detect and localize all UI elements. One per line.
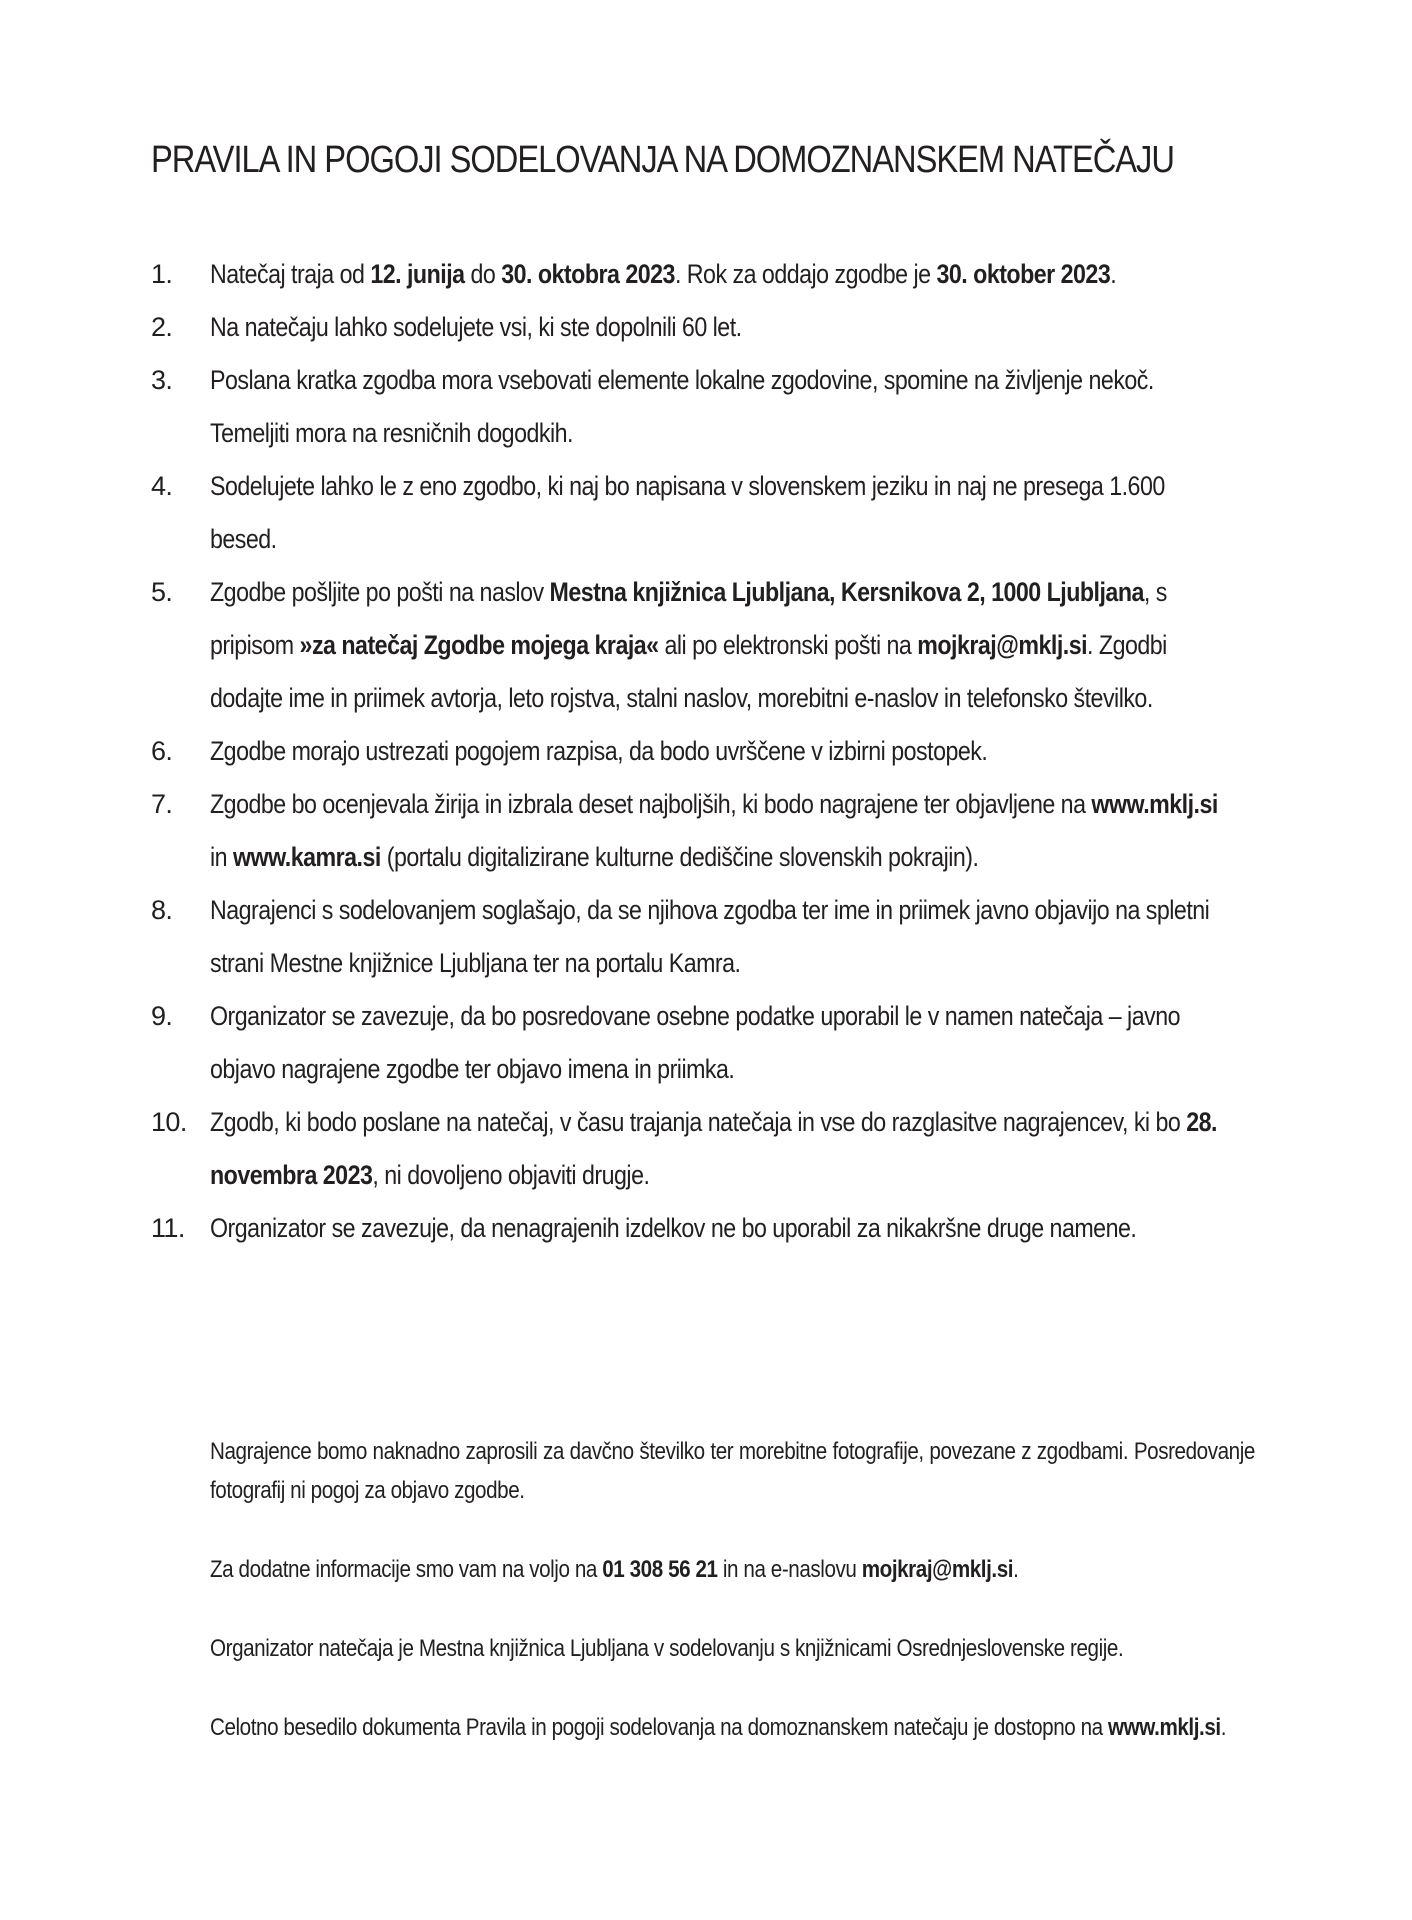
rule-item — [151, 990, 1371, 1096]
page-title: PRAVILA IN POGOJI SODELOVANJA NA DOMOZNANSKEM NATEČAJU — [151, 139, 1174, 181]
rule-item — [151, 301, 1371, 354]
rule-text — [210, 990, 1233, 1096]
rule-text — [210, 1096, 1233, 1202]
text-run: in — [210, 842, 233, 872]
rule-item — [151, 566, 1371, 725]
text-run: do — [464, 259, 502, 289]
text-run: Poslana kratka zgodba mora vsebovati elemente lokalne zgodovine, spomine na življenje nekoč. Temeljiti mora na resničnih dogodkih. — [210, 365, 1154, 448]
note-paragraph — [210, 1550, 1255, 1589]
text-run: , ni dovoljeno objaviti drugje. — [372, 1160, 650, 1190]
text-run: Organizator natečaja je Mestna knjižnica Ljubljana v sodelovanju s knjižnicami Osrednjeslovenske regije. — [210, 1635, 1124, 1662]
text-run: . Rok za oddajo zgodbe je — [674, 259, 937, 289]
bold-text-run: »za natečaj Zgodbe mojega kraja« — [299, 630, 659, 660]
rule-number: 5. — [151, 577, 173, 607]
rule-item — [151, 1096, 1371, 1202]
bold-text-run: www.mklj.si — [1108, 1714, 1221, 1741]
text-run: Za dodatne informacije smo vam na voljo na — [210, 1556, 603, 1583]
text-run: . — [1013, 1556, 1019, 1583]
rule-number: 8. — [151, 895, 173, 925]
rule-number: 1. — [151, 259, 173, 289]
text-run: Na natečaju lahko sodelujete vsi, ki ste dopolnili 60 let. — [210, 312, 742, 342]
text-run: . — [1110, 259, 1117, 289]
text-run: Zgodbe morajo ustrezati pogojem razpisa, da bodo uvrščene v izbirni postopek. — [210, 736, 988, 766]
text-run: Nagrajence bomo naknadno zaprosili za davčno številko ter morebitne fotografije, povezane z zgodbami. Posredovanje fotografij ni pogoj za objavo zgodbe. — [210, 1438, 1255, 1504]
rule-text — [210, 566, 1233, 725]
text-run: Organizator se zavezuje, da bo posredovane osebne podatke uporabil le v namen natečaja – javno objavo nagrajene zgodbe ter objavo imena in priimka. — [210, 1001, 1180, 1084]
text-run: . Zgodbi dodajte ime in priimek avtorja, leto rojstva, stalni naslov, morebitni e-naslov in telefonsko številko. — [210, 630, 1167, 713]
text-run: Natečaj traja od — [210, 259, 371, 289]
bold-text-run: www.mklj.si — [1091, 789, 1218, 819]
note-paragraph — [210, 1629, 1255, 1668]
rule-item — [151, 354, 1371, 460]
rule-item — [151, 460, 1371, 566]
rule-number: 9. — [151, 1001, 173, 1031]
text-run: Zgodbe bo ocenjevala žirija in izbrala deset najboljših, ki bodo nagrajene ter objavljene na — [210, 789, 1092, 819]
rule-text — [210, 460, 1233, 566]
bold-text-run: mojkraj@mklj.si — [917, 630, 1088, 660]
text-run: Zgodbe pošljite po pošti na naslov — [210, 577, 550, 607]
rules-list — [151, 248, 1371, 1255]
rule-text — [210, 725, 1233, 778]
rule-text — [210, 301, 1233, 354]
bold-text-run: www.kamra.si — [232, 842, 381, 872]
text-run: (portalu digitalizirane kulturne dediščine slovenskih pokrajin). — [380, 842, 979, 872]
text-run: Zgodb, ki bodo poslane na natečaj, v času trajanja natečaja in vse do razglasitve nagrajencev, ki bo — [210, 1107, 1187, 1137]
note-paragraph — [210, 1708, 1255, 1747]
rule-item — [151, 725, 1371, 778]
bold-text-run: Mestna knjižnica Ljubljana, Kersnikova 2, 1000 Ljubljana — [549, 577, 1144, 607]
bold-text-run: 12. junija — [370, 259, 465, 289]
rule-number: 10. — [151, 1107, 187, 1137]
text-run: Organizator se zavezuje, da nenagrajenih izdelkov ne bo uporabil za nikakršne druge namene. — [210, 1213, 1137, 1243]
rule-number: 11. — [151, 1213, 185, 1243]
bold-text-run: mojkraj@mklj.si — [861, 1556, 1014, 1583]
text-run: ali po elektronski pošti na — [658, 630, 918, 660]
note-paragraph — [210, 1432, 1255, 1510]
rule-number: 2. — [151, 312, 173, 342]
bold-text-run: 01 308 56 21 — [602, 1556, 718, 1583]
rule-text — [210, 1202, 1233, 1255]
notes-section — [210, 1432, 1366, 1787]
text-run: Nagrajenci s sodelovanjem soglašajo, da se njihova zgodba ter ime in priimek javno objavijo na spletni strani Mestne knjižnice Ljubljana ter na portalu Kamra. — [210, 895, 1210, 978]
bold-text-run: 28. novembra 2023 — [210, 1107, 1217, 1190]
rule-item — [151, 248, 1371, 301]
text-run: Sodelujete lahko le z eno zgodbo, ki naj bo napisana v slovenskem jeziku in naj ne presega 1.600 besed. — [210, 471, 1165, 554]
rule-item — [151, 884, 1371, 990]
rule-number: 6. — [151, 736, 173, 766]
text-run: . — [1220, 1714, 1227, 1741]
rule-text — [210, 248, 1233, 301]
bold-text-run: 30. oktober 2023 — [936, 259, 1111, 289]
rule-text — [210, 354, 1233, 460]
rule-number: 7. — [151, 789, 173, 819]
text-run: , s pripisom — [210, 577, 1167, 660]
rule-text — [210, 884, 1233, 990]
text-run: Celotno besedilo dokumenta Pravila in pogoji sodelovanja na domoznanskem natečaju je dostopno na — [210, 1714, 1109, 1741]
bold-text-run: 30. oktobra 2023 — [501, 259, 675, 289]
rule-number: 3. — [151, 365, 173, 395]
rule-text — [210, 778, 1233, 884]
rule-item — [151, 778, 1371, 884]
rule-number: 4. — [151, 471, 173, 501]
rule-item — [151, 1202, 1371, 1255]
text-run: in na e-naslovu — [717, 1556, 862, 1583]
